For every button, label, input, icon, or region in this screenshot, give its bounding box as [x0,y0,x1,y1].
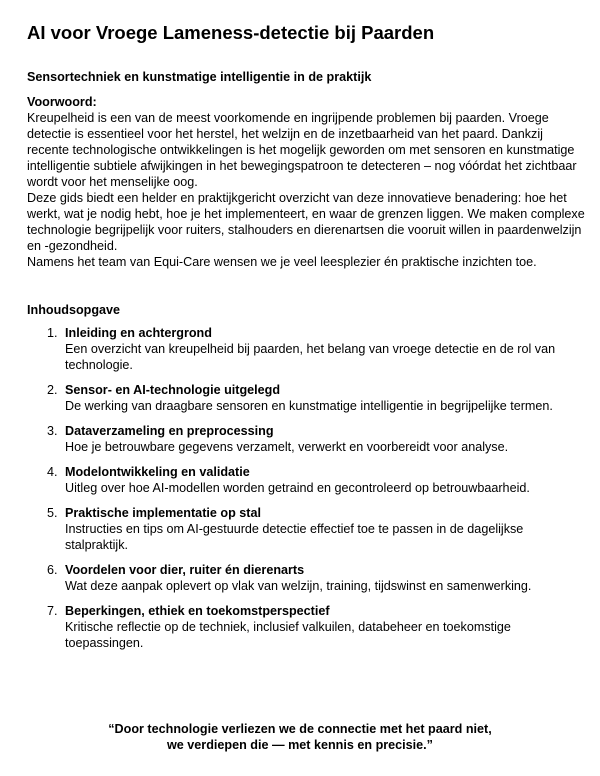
toc-heading: Inhoudsopgave [27,303,121,317]
toc-item [27,382,587,414]
toc-item-description: Een overzicht van kreupelheid bij paarden, het belang van vroege detectie en de rol van technologie. [65,342,556,372]
foreword-section [27,94,587,270]
toc-item-title: Dataverzameling en preprocessing [65,424,274,438]
toc-item-number: 7. [47,604,58,618]
toc-item [27,325,587,373]
toc-item-number: 4. [47,465,58,479]
quote-line: we verdiepen die — met kennis en precisie.” [167,738,433,752]
table-of-contents [27,325,587,660]
toc-item-title: Beperkingen, ethiek en toekomstperspectief [65,604,330,618]
quote-line: “Door technologie verliezen we de connectie met het paard niet, [108,722,492,736]
toc-item [27,562,587,594]
toc-item [27,505,587,553]
foreword-paragraph: Namens het team van Equi-Care wensen we je veel leesplezier én praktische inzichten toe. [27,255,537,269]
document-subtitle: Sensortechniek en kunstmatige intelligentie in de praktijk [27,70,372,84]
toc-item-number: 5. [47,506,58,520]
toc-item-title: Voordelen voor dier, ruiter én dierenarts [65,563,305,577]
toc-item-description: De werking van draagbare sensoren en kunstmatige intelligentie in begrijpelijke termen. [65,399,553,413]
toc-item-title: Modelontwikkeling en validatie [65,465,250,479]
toc-item [27,423,587,455]
toc-item-title: Sensor- en AI-technologie uitgelegd [65,383,281,397]
toc-item-description: Uitleg over hoe AI-modellen worden getraind en gecontroleerd op betrouwbaarheid. [65,481,530,495]
toc-item-number: 1. [47,326,58,340]
toc-item [27,464,587,496]
toc-item [27,603,587,651]
toc-item-description: Hoe je betrouwbare gegevens verzamelt, verwerkt en voorbereidt voor analyse. [65,440,509,454]
foreword-label: Voorwoord: [27,95,97,109]
foreword-paragraph: Deze gids biedt een helder en praktijkgericht overzicht van deze innovatieve benadering: hoe het werkt, wat je nodig hebt, hoe je het implementeert, en waar de grenzen liggen. We maken complexe technologie begrijpelijk voor ruiters, stalhouders en dierenartsen die vooruit willen in paardenwelzijn en -gezondheid. [27,191,585,253]
foreword-paragraph: Kreupelheid is een van de meest voorkomende en ingrijpende problemen bij paarden. Vroege detectie is essentieel voor het herstel, het welzijn en de inzetbaarheid van het paard. Dankzij recente technologische ontwikkelingen is het mogelijk geworden om met sensoren en kunstmatige intelligentie subtiele afwijkingen in het bewegingspatroon te detecteren – nog vóórdat het zichtbaar wordt voor het menselijke oog. [27,111,577,189]
document-title: AI voor Vroege Lameness-detectie bij Paarden [27,22,435,43]
toc-item-title: Praktische implementatie op stal [65,506,261,520]
toc-item-description: Kritische reflectie op de techniek, inclusief valkuilen, databeheer en toekomstige toepassingen. [65,620,511,650]
toc-item-description: Wat deze aanpak oplevert op vlak van welzijn, training, tijdswinst en samenwerking. [65,579,532,593]
toc-item-number: 3. [47,424,58,438]
closing-quote [0,721,600,753]
toc-item-number: 6. [47,563,58,577]
toc-item-title: Inleiding en achtergrond [65,326,212,340]
toc-item-description: Instructies en tips om AI-gestuurde detectie effectief toe te passen in de dagelijkse stalpraktijk. [65,522,524,552]
toc-item-number: 2. [47,383,58,397]
